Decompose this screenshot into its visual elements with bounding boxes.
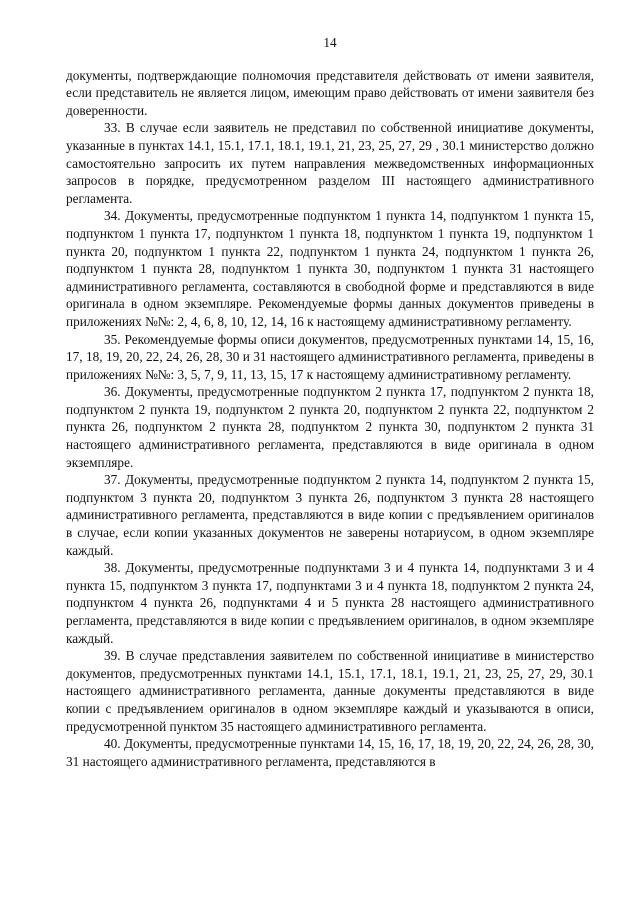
paragraph-35: 35. Рекомендуемые формы описи документов, предусмотренных пунктами 14, 15, 16, 17, 18, 19, 20, 22, 24, 26, 28, 30 и 31 настоящего административного регламента, приведены в приложениях №№: 3, 5, 7, 9, 11, 13, 15, 17 к настоящему административному регламенту. xyxy=(66,331,594,382)
paragraph-38: 38. Документы, предусмотренные подпунктами 3 и 4 пункта 14, подпунктами 3 и 4 пункта 15, подпунктом 3 пункта 17, подпунктами 3 и 4 пункта 18, подпунктом 2 пункта 24, подпунктом 4 пункта 26, подпунктами 4 и 5 пункта 28 настоящего административного регламента, представляются в виде копии с предъявлением оригиналов, в одном экземпляре каждый. xyxy=(66,560,594,646)
paragraph-34: 34. Документы, предусмотренные подпунктом 1 пункта 14, подпунктом 1 пункта 15, подпунктом 1 пункта 17, подпунктом 1 пункта 18, подпунктом 1 пункта 19, подпунктом 1 пункта 20, подпунктом 1 пункта 22, подпунктом 1 пункта 24, подпунктом 1 пункта 26, подпунктом 1 пункта 28, подпунктом 1 пункта 30, подпунктом 1 пункта 31 настоящего административного регламента, составляются в свободной форме и представляются в виде оригинала в одном экземпляре. Рекомендуемые формы данных документов приведены в приложениях №№: 2, 4, 6, 8, 10, 12, 14, 16 к настоящему административному регламенту. xyxy=(66,208,594,329)
paragraph-33: 33. В случае если заявитель не представил по собственной инициативе документы, указанные в пунктах 14.1, 15.1, 17.1, 18.1, 19.1, 21, 23, 25, 27, 29 , 30.1 министерство должно самостоятельно запросить их путем направления межведомственных информационных запросов в порядке, предусмотренном разделом III настоящего административного регламента. xyxy=(66,120,594,206)
paragraph-39: 39. В случае представления заявителем по собственной инициативе в министерство документов, предусмотренных пунктами 14.1, 15.1, 17.1, 18.1, 19.1, 21, 23, 25, 27, 29, 30.1 настоящего административного регламента, данные документы представляются в виде копии с предъявлением оригиналов в одном экземпляре каждый и указываются в описи, предусмотренной пунктом 35 настоящего административного регламента. xyxy=(66,648,594,734)
document-page xyxy=(66,34,594,770)
page-number: 14 xyxy=(323,35,337,50)
paragraph-37: 37. Документы, предусмотренные подпунктом 2 пункта 14, подпунктом 2 пункта 15, подпунктом 3 пункта 20, подпунктом 3 пункта 26, подпунктом 3 пункта 28 настоящего административного регламента, представляются в виде копии с предъявлением оригиналов в случае, если копии указанных документов не заверены нотариусом, в одном экземпляре каждый. xyxy=(66,472,594,558)
paragraph-36: 36. Документы, предусмотренные подпунктом 2 пункта 17, подпунктом 2 пункта 18, подпунктом 2 пункта 19, подпунктом 2 пункта 20, подпунктом 2 пункта 22, подпунктом 2 пункта 26, подпунктом 2 пункта 28, подпунктом 2 пункта 30, подпунктом 2 пункта 31 настоящего административного регламента, представляются в виде оригинала в одном экземпляре. xyxy=(66,384,594,470)
paragraph-40: 40. Документы, предусмотренные пунктами 14, 15, 16, 17, 18, 19, 20, 22, 24, 26, 28, 30, 31 настоящего административного регламента, представляются в xyxy=(66,736,594,769)
paragraph-continuation: документы, подтверждающие полномочия представителя действовать от имени заявителя, если представитель не является лицом, имеющим право действовать от имени заявителя без доверенности. xyxy=(66,67,594,118)
